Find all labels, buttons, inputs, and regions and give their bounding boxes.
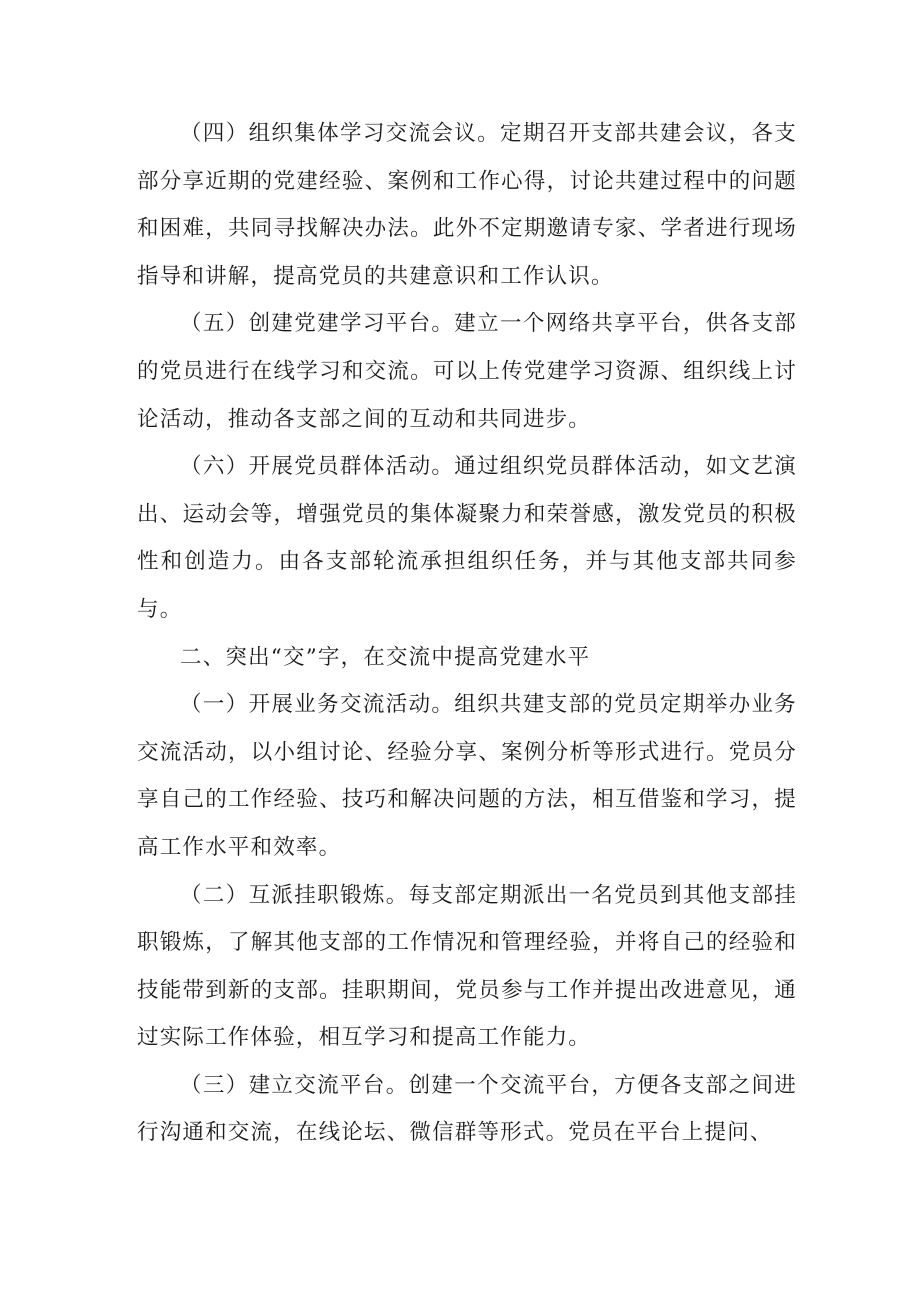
paragraph-group-activities: （六）开展党员群体活动。通过组织党员群体活动，如文艺演出、运动会等，增强党员的集体凝聚力和荣誉感，激发党员的积极性和创造力。由各支部轮流承担组织任务，并与其他支部共同参与。 xyxy=(137,454,797,622)
section-heading: 二、突出“交”字，在交流中提高党建水平 xyxy=(180,644,591,670)
paragraph-business-exchange: （一）开展业务交流活动。组织共建支部的党员定期举办业务交流活动，以小组讨论、经验分享、案例分析等形式进行。党员分享自己的工作经验、技巧和解决问题的方法，相互借鉴和学习，提高工作水平和效率。 xyxy=(137,692,797,860)
document-body xyxy=(137,110,797,1157)
paragraph-secondment: （二）互派挂职锻炼。每支部定期派出一名党员到其他支部挂职锻炼，了解其他支部的工作情况和管理经验，并将自己的经验和技能带到新的支部。挂职期间，党员参与工作并提出改进意见，通过实际工作体验，相互学习和提高工作能力。 xyxy=(137,882,797,1051)
paragraph-exchange-platform: （三）建立交流平台。创建一个交流平台，方便各支部之间进行沟通和交流，在线论坛、微信群等形式。党员在平台上提问、 xyxy=(137,1072,797,1146)
paragraph-learning-platform: （五）创建党建学习平台。建立一个网络共享平台，供各支部的党员进行在线学习和交流。可以上传党建学习资源、组织线上讨论活动，推动各支部之间的互动和共同进步。 xyxy=(137,311,797,432)
paragraph-study-meeting: （四）组织集体学习交流会议。定期召开支部共建会议，各支部分享近期的党建经验、案例和工作心得，讨论共建过程中的问题和困难，共同寻找解决办法。此外不定期邀请专家、学者进行现场指导和讲解，提高党员的共建意识和工作认识。 xyxy=(137,121,797,289)
